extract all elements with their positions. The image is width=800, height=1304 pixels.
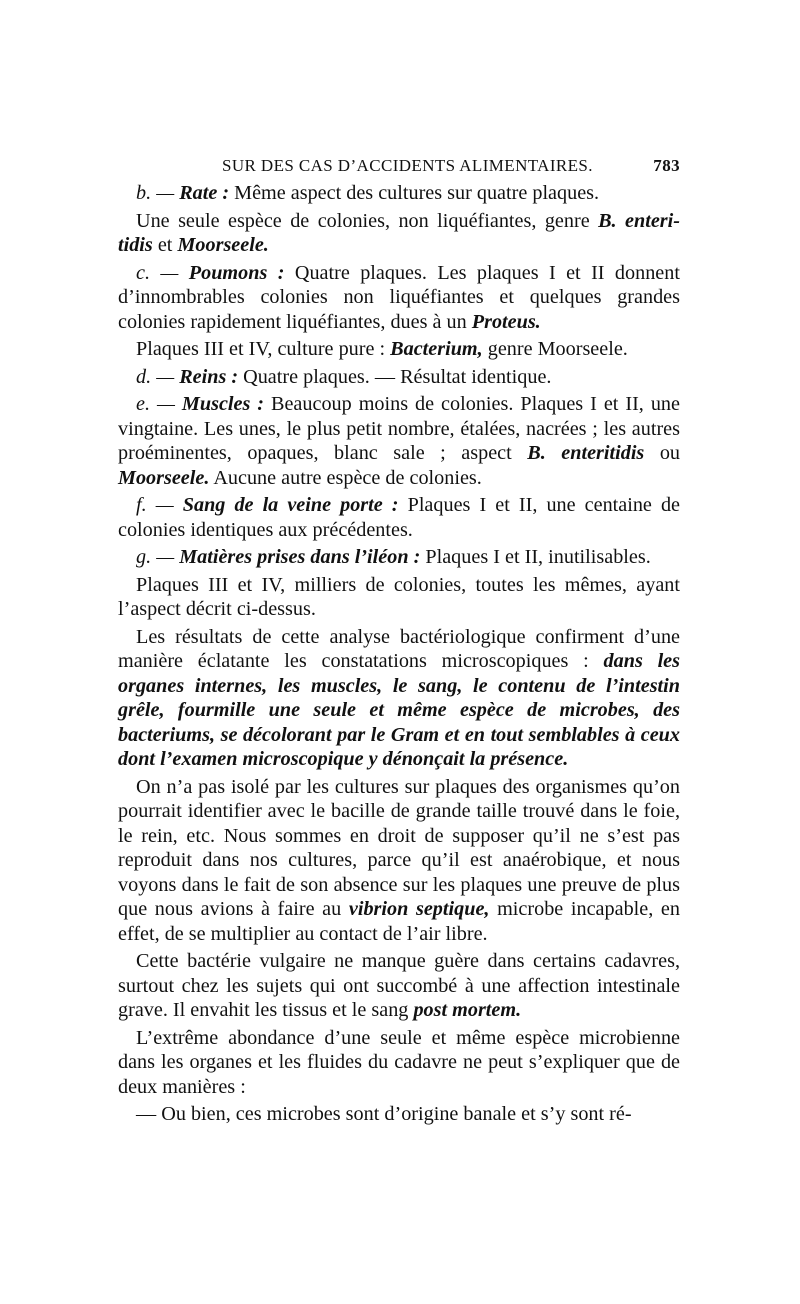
- paragraph-f: [118, 493, 680, 542]
- paragraph-text: Quatre plaques. Les plaques I et II donnent d’innombrables colonies non liquéfiantes et quelques grandes colonies rapidement liquéfiantes, dues à un: [118, 261, 680, 333]
- paragraph-text: Plaques III et IV, milliers de colonies, toutes les mêmes, ayant l’aspect décrit ci-dessus.: [118, 573, 680, 620]
- organ-label: Muscles :: [181, 393, 265, 415]
- paragraph-text: Les résultats de cette analyse bactériologique confirment d’une manière éclatante les constatations microscopiques :: [118, 625, 680, 672]
- emphasized-phrase: post mortem.: [413, 999, 522, 1021]
- paragraph-abundance: [118, 1026, 680, 1100]
- paragraph-g-detail: [118, 573, 680, 622]
- organ-label: Rate :: [179, 182, 230, 204]
- paragraph-text: Une seule espèce de colonies, non liquéfiantes, genre: [136, 209, 599, 232]
- item-letter: f. —: [136, 494, 183, 516]
- paragraph-c-detail: [118, 337, 680, 362]
- paragraph-text: Quatre plaques. — Résultat identique.: [238, 365, 552, 388]
- paragraph-text: Même aspect des cultures sur quatre plaques.: [229, 182, 600, 204]
- organ-label: Reins :: [179, 365, 239, 388]
- paragraph-d: [118, 365, 680, 390]
- organ-label: Sang de la veine porte :: [182, 494, 399, 516]
- paragraph-b-detail: [118, 209, 680, 258]
- paragraph-c: [118, 261, 680, 335]
- emphasized-conclusion: dans les organes internes, les muscles, le sang, le contenu de l’intestin grêle, fourmille une seule et même espèce de microbes, des bacteriums, se décolorant par le Gram et en tout semblables à ceux dont l’examen microscopique y dénonçait la présence.: [118, 650, 681, 770]
- paragraph-b: [118, 181, 680, 206]
- paragraph-g: [118, 545, 680, 570]
- paragraph-text: Cette bactérie vulgaire ne manque guère dans certains cadavres, surtout chez les sujets qui ont succombé à une affection intestinale grave. Il envahit les tissus et le sang: [118, 950, 680, 1021]
- page-number: 783: [653, 156, 680, 175]
- item-letter: e. —: [136, 393, 182, 415]
- paragraph-hypothesis: [118, 1102, 680, 1127]
- item-letter: b. —: [136, 182, 180, 204]
- paragraph-text: Plaques III et IV, culture pure :: [136, 338, 391, 360]
- paragraph-text: Plaques I et II, inutilisables.: [420, 546, 651, 568]
- paragraph-text: Aucune autre espèce de colonies.: [209, 466, 482, 489]
- author-name: Moorseele.: [118, 466, 210, 489]
- paragraph-results: [118, 625, 680, 772]
- organism-name: Proteus.: [471, 310, 541, 333]
- organism-name: vibrion septique,: [348, 898, 490, 920]
- paragraph-text: L’extrême abondance d’une seule et même espèce microbienne dans les organes et les fluides du cadavre ne peut s’expliquer que de deux manières :: [118, 1026, 680, 1098]
- organism-name: B. enteritidis: [527, 442, 645, 464]
- running-title: SUR DES CAS D’ACCIDENTS ALIMENTAIRES.: [222, 156, 593, 175]
- paragraph-e: [118, 392, 680, 490]
- item-letter: d. —: [136, 365, 180, 388]
- item-letter: g. —: [136, 546, 180, 568]
- paragraph-text: On n’a pas isolé par les cultures sur plaques des organismes qu’on pourrait identifier avec le bacille de grande taille trouvé dans le foie, le rein, etc. Nous sommes en droit de supposer qu’il ne s’est pas reproduit dans nos cultures, parce qu’il est anaérobique, et nous voyons dans le fait de son absence sur les plaques une preuve de plus que nous avions à faire au: [118, 775, 680, 920]
- paragraph-text: — Ou bien, ces microbes sont d’origine banale et s’y sont ré-: [136, 1103, 632, 1125]
- paragraph-text: et: [152, 234, 178, 256]
- organism-name: Bacterium,: [390, 338, 483, 360]
- paragraph-bacteria: [118, 949, 680, 1023]
- paragraph-text: Beaucoup moins de colonies. Plaques I et II, une vingtaine. Les unes, le plus petit nombre, étalées, nacrées ; les autres proéminentes, opaques, blanc sale ; aspect: [118, 393, 680, 464]
- paragraph-text: microbe incapable, en effet, de se multiplier au contact de l’air libre.: [118, 898, 680, 945]
- paragraph-text: Plaques I et II, une centaine de colonies identiques aux précédentes.: [118, 494, 681, 541]
- paragraph-isolation: [118, 775, 680, 947]
- genus-name: B. enteri-tidis: [118, 209, 680, 256]
- document-page: [118, 0, 680, 1304]
- paragraph-text: genre Moorseele.: [482, 338, 628, 360]
- author-name: Moorseele.: [177, 234, 269, 256]
- item-letter: c. —: [136, 261, 189, 284]
- body-text: [118, 181, 680, 1130]
- organ-label: Poumons :: [188, 261, 285, 284]
- organ-label: Matières prises dans l’iléon :: [179, 546, 421, 568]
- paragraph-text: ou: [644, 442, 681, 464]
- running-header: [118, 156, 680, 180]
